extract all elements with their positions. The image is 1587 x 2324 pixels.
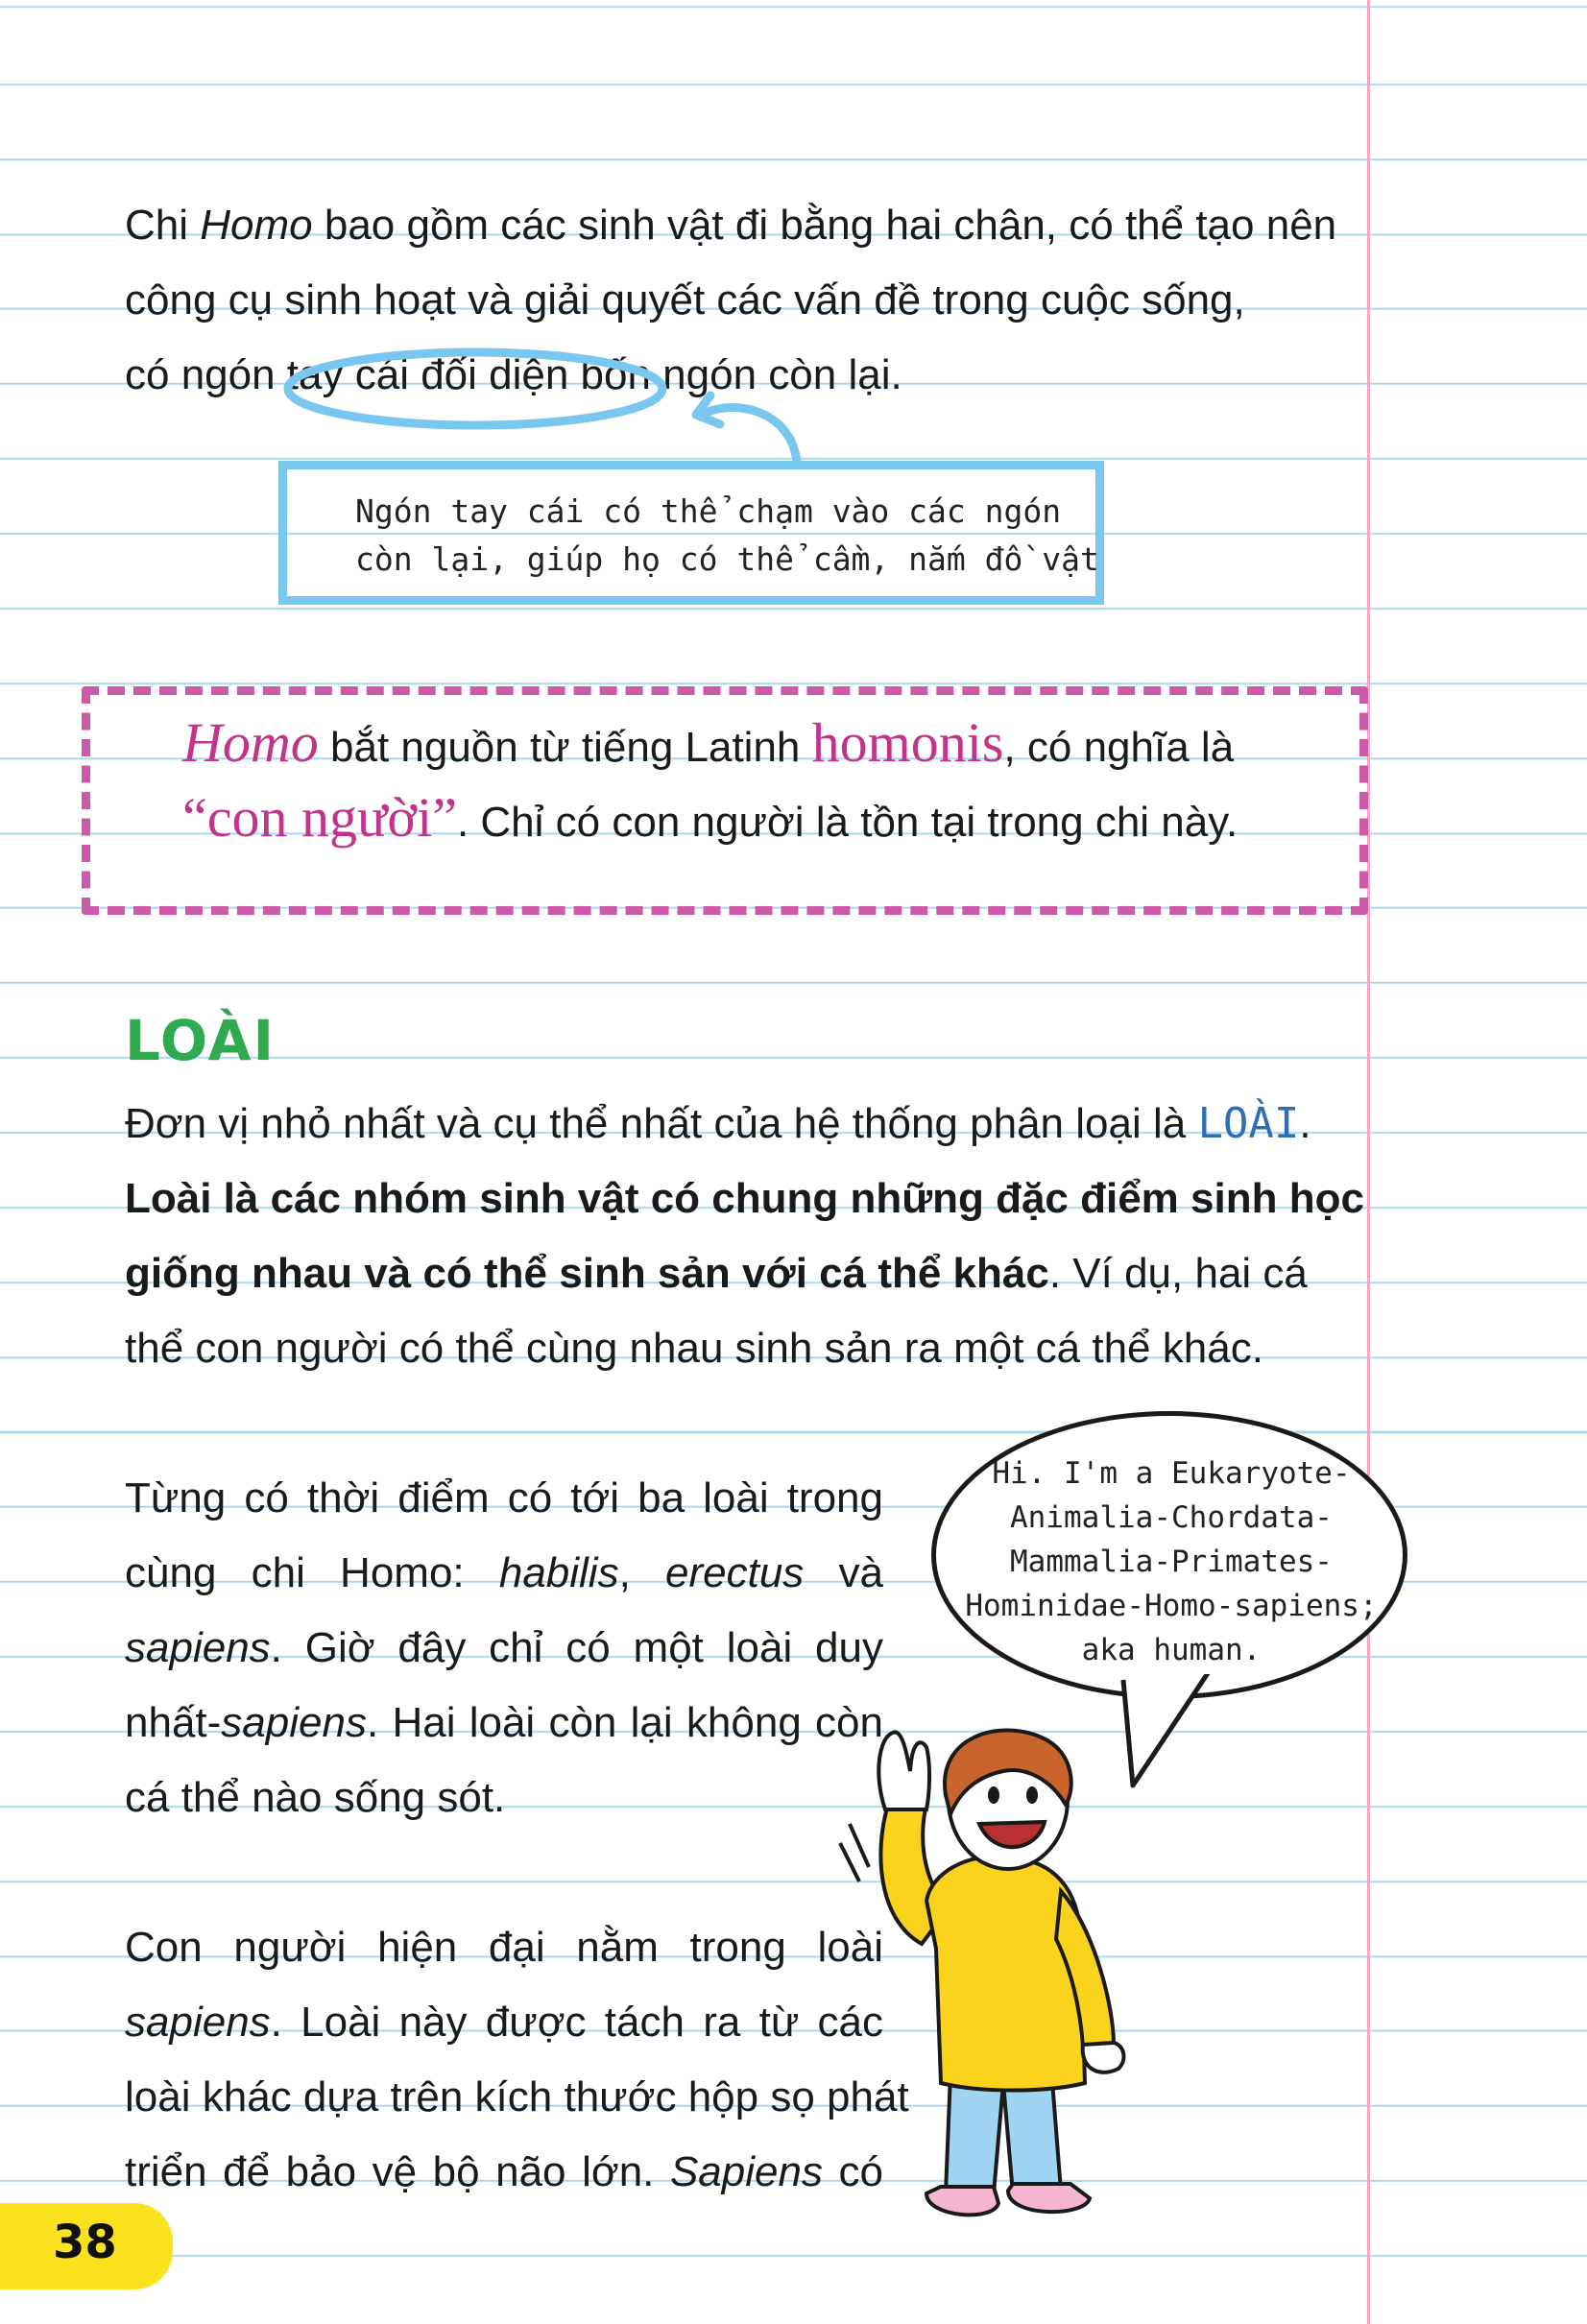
page-number: 38 — [53, 2216, 117, 2269]
modern-human-paragraph — [125, 1910, 909, 2210]
species-erectus: erectus — [665, 1549, 805, 1596]
p2-line-3: sapiens. Giờ đây chỉ có một loài duy — [125, 1624, 883, 1671]
species-definition-paragraph — [125, 1087, 1364, 1386]
term-loai: LOÀI — [1197, 1099, 1300, 1148]
thumb-note-text — [355, 488, 1099, 584]
p3-line-4: triển để bảo vệ bộ não lớn. Sapiens có — [125, 2148, 883, 2195]
p3-line-2: sapiens. Loài này được tách ra từ các — [125, 1999, 883, 2046]
p2-line-4: nhất-sapiens. Hai loài còn lại không còn — [125, 1699, 883, 1746]
word-con-nguoi: “con người” — [182, 786, 457, 849]
speech-bubble-text: Hi. I'm a Eukaryote- Animalia-Chordata- Mammalia-Primates- Hominidae-Homo-sapiens; aka human. — [965, 1456, 1378, 1667]
highlight-ellipse — [288, 352, 662, 425]
p2-line-1: Từng có thời điểm có tới ba loài trong — [125, 1474, 883, 1521]
etymology-callout-text — [182, 706, 1335, 855]
p3-line-3: loài khác dựa trên kích thước hộp sọ phát — [125, 2073, 909, 2120]
p1-line-2: Loài là các nhóm sinh vật có chung những đặc điểm sinh học — [125, 1175, 1364, 1222]
thumb-note-line-2: còn lại, giúp họ có thể cầm, nắm đồ vật — [355, 540, 1099, 578]
intro-line-2: công cụ sinh hoạt và giải quyết các vấn đề trong cuộc sống, — [125, 276, 1245, 323]
genus-homo: Homo — [200, 202, 313, 249]
intro-line-1: Chi Homo bao gồm các sinh vật đi bằng hai chân, có thể tạo nên — [125, 202, 1337, 249]
p1-line-1: Đơn vị nhỏ nhất và cụ thể nhất của hệ thống phân loại là LOÀI. — [125, 1099, 1311, 1148]
thumb-note-line-1: Ngón tay cái có thể chạm vào các ngón — [355, 492, 1062, 530]
species-habilis: habilis — [498, 1549, 619, 1596]
callout-line-2: “con người”. Chỉ có con người là tồn tại trong chi này. — [182, 786, 1238, 849]
p1-line-4: thể con người có thể cùng nhau sinh sản ra một cá thể khác. — [125, 1325, 1263, 1372]
p1-line-3: giống nhau và có thể sinh sản với cá thể khác. Ví dụ, hai cá — [125, 1250, 1308, 1297]
callout-line-1: Homo bắt nguồn từ tiếng Latinh homonis, có nghĩa là — [182, 711, 1235, 774]
word-homonis: homonis — [811, 711, 1004, 774]
thumb-highlight-annotation — [259, 346, 816, 470]
p2-line-5: cá thể nào sống sót. — [125, 1774, 506, 1821]
word-homo: Homo — [182, 711, 319, 774]
section-heading: LOÀI — [125, 1008, 277, 1073]
intro-line-3: có ngón tay cái đối diện bốn ngón còn lại. — [125, 351, 902, 398]
p3-line-1: Con người hiện đại nằm trong loài — [125, 1924, 883, 1971]
three-species-paragraph — [125, 1461, 883, 1835]
margin-line — [1367, 0, 1370, 2324]
cartoon-human-illustration — [835, 1699, 1152, 2237]
species-sapiens: sapiens — [125, 1624, 271, 1671]
arrow-curve — [706, 407, 797, 463]
p2-line-2: cùng chi Homo: habilis, erectus và — [125, 1549, 883, 1596]
